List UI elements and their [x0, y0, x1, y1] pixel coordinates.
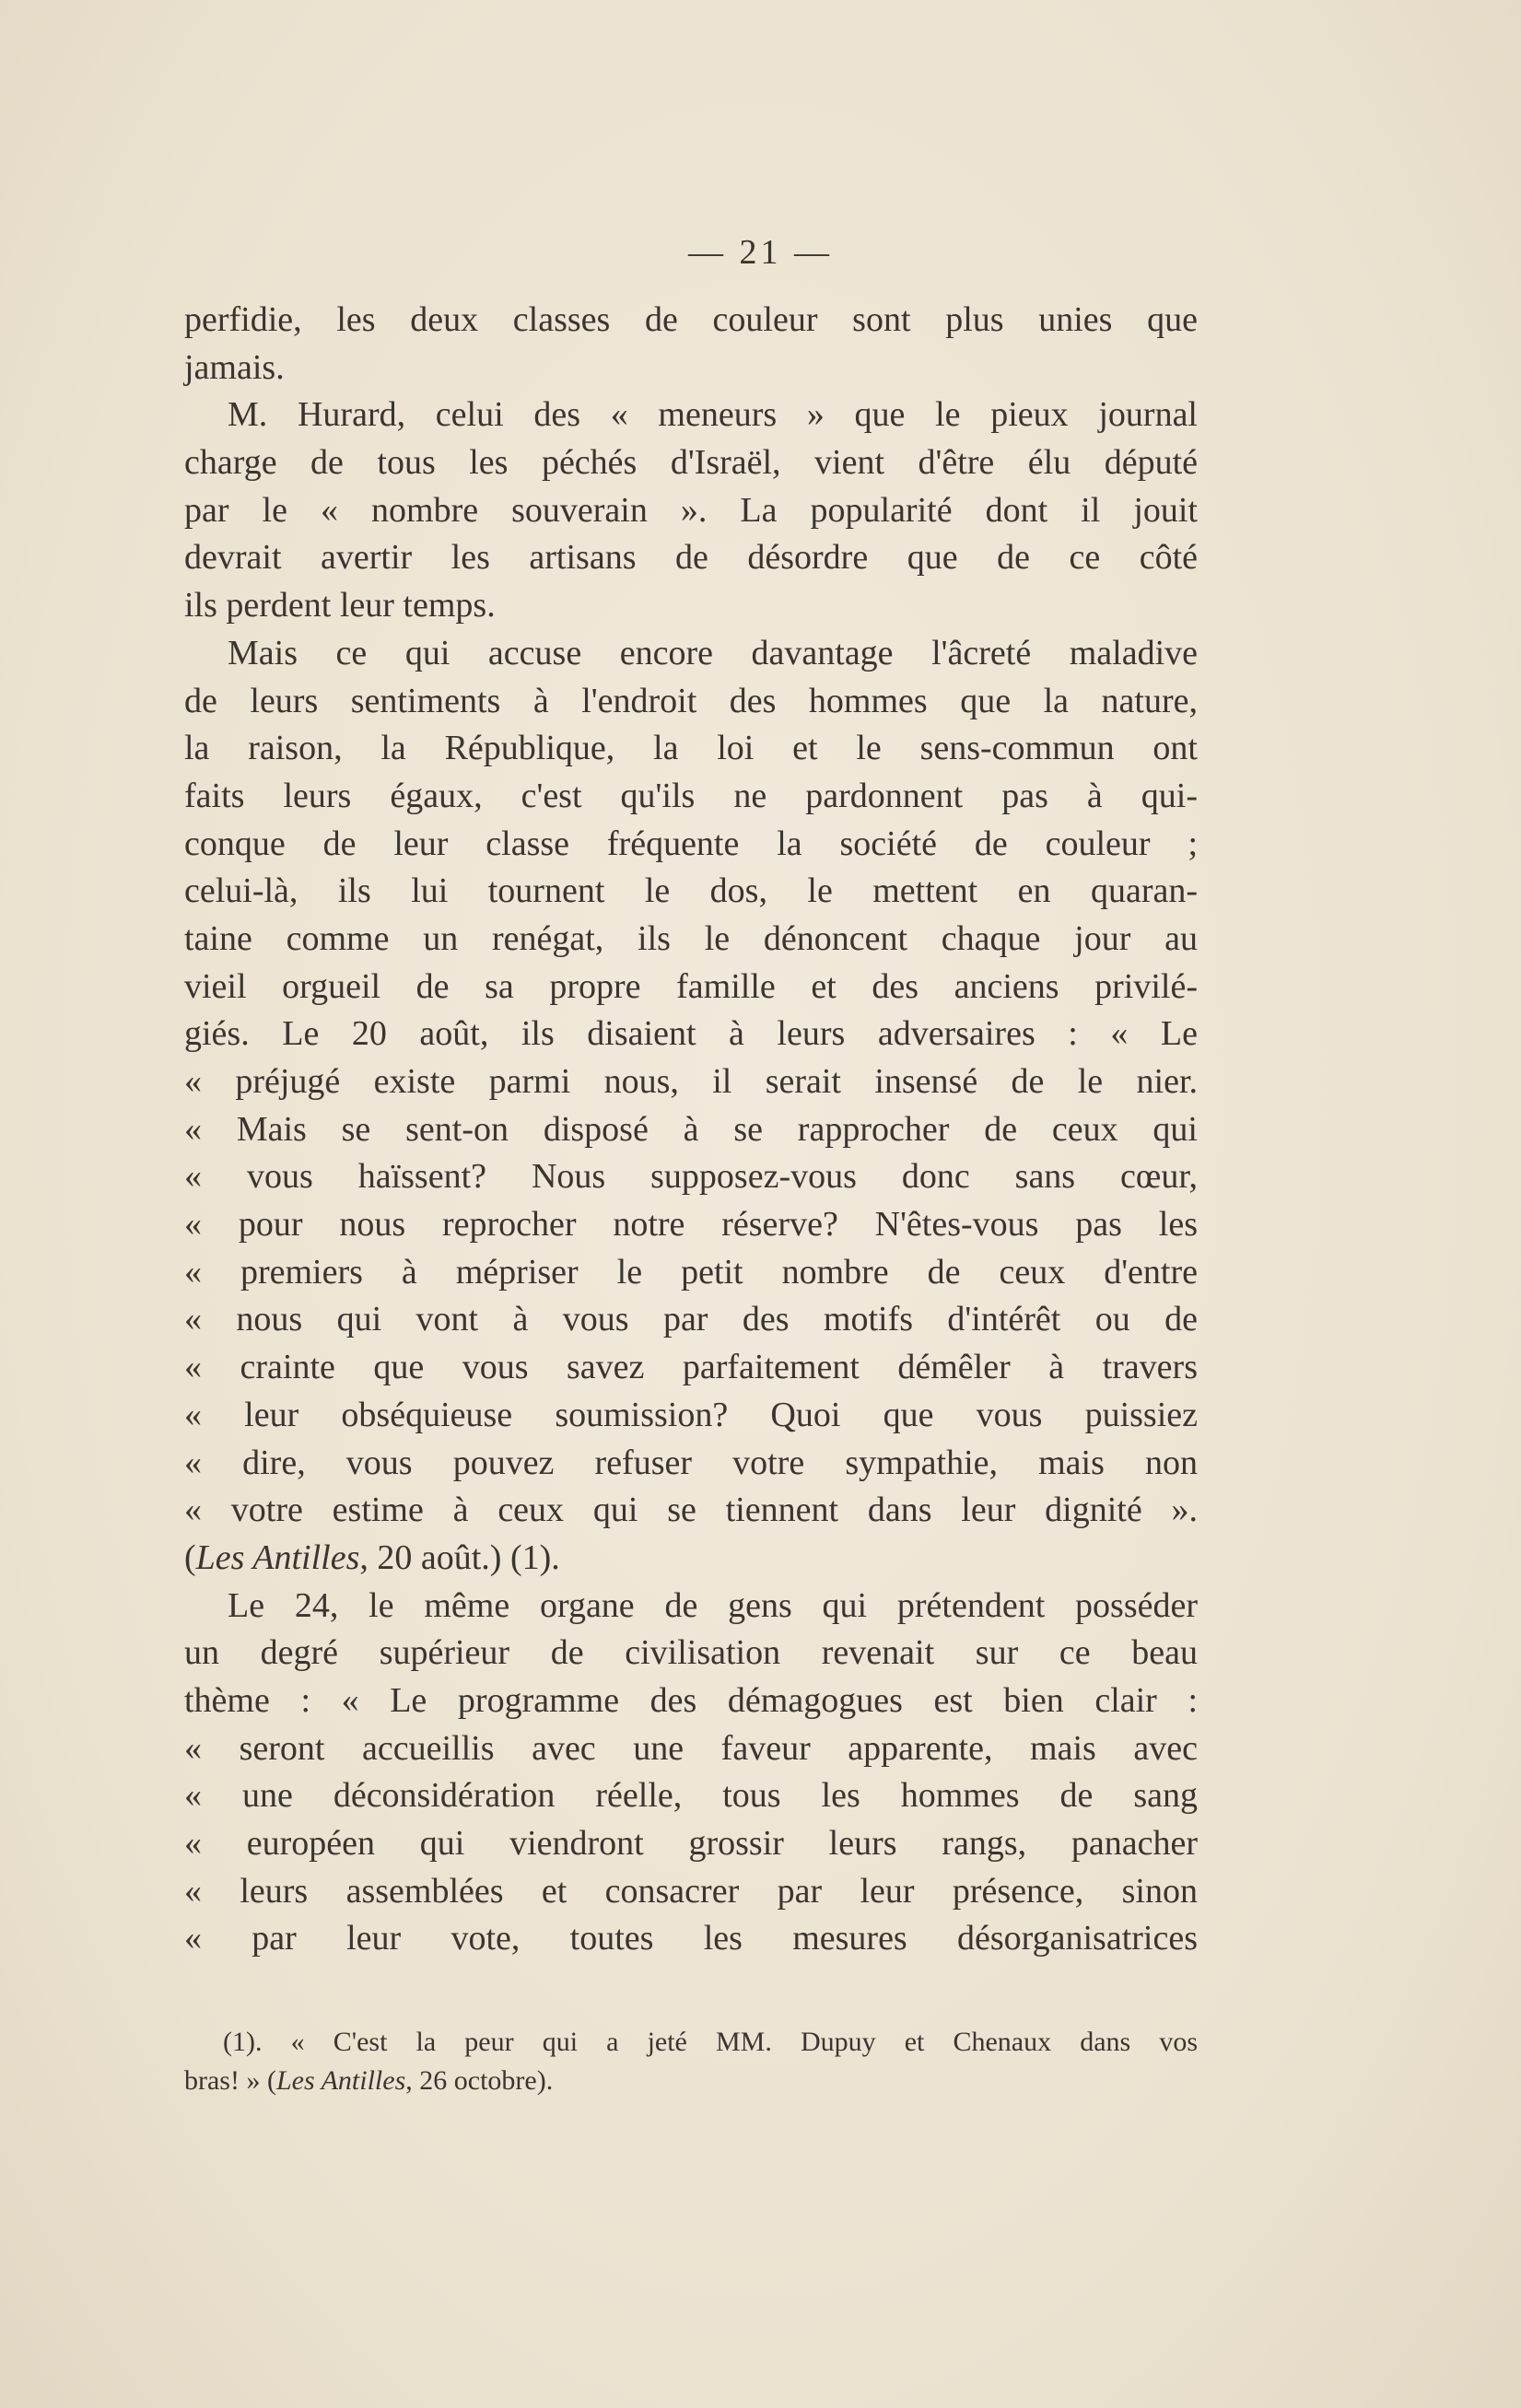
page-number: — 21 —	[688, 233, 833, 272]
text-line: vieil orgueil de sa propre famille et des anciens privilé-	[184, 966, 1198, 1006]
text-line: « votre estime à ceux qui se tiennent dans leur dignité ».	[184, 1490, 1198, 1530]
text-line: de leurs sentiments à l'endroit des hommes que la nature,	[184, 681, 1198, 720]
text-line: « Mais se sent-on disposé à se rapprocher de ceux qui	[184, 1109, 1198, 1149]
text-line: par le « nombre souverain ». La popularité dont il jouit	[184, 490, 1198, 530]
text-line: (Les Antilles, 20 août.) (1).	[184, 1537, 560, 1577]
text-line: « dire, vous pouvez refuser votre sympathie, mais non	[184, 1443, 1198, 1482]
text-line: Mais ce qui accuse encore davantage l'âcreté maladive	[228, 633, 1198, 672]
text-line: conque de leur classe fréquente la société de couleur ;	[184, 824, 1198, 863]
footnotes	[184, 2023, 1198, 2100]
text-line: « leurs assemblées et consacrer par leur présence, sinon	[184, 1871, 1198, 1911]
text-line: ils perdent leur temps.	[184, 586, 496, 625]
text-line: « leur obséquieuse soumission? Quoi que vous puissiez	[184, 1395, 1198, 1434]
text-line: « vous haïssent? Nous supposez-vous donc sans cœur,	[184, 1157, 1198, 1197]
text-line: un degré supérieur de civilisation revenait sur ce beau	[184, 1633, 1198, 1673]
text-line: Le 24, le même organe de gens qui prétendent posséder	[228, 1585, 1198, 1625]
text-line: « par leur vote, toutes les mesures désorganisatrices	[184, 1919, 1198, 1958]
text-line: faits leurs égaux, c'est qu'ils ne pardonnent pas à qui-	[184, 776, 1198, 815]
italic-title: Les Antilles	[195, 1537, 360, 1577]
text-line: « crainte que vous savez parfaitement démêler à travers	[184, 1348, 1198, 1387]
text-line: celui-là, ils lui tournent le dos, le mettent en quaran-	[184, 871, 1198, 911]
text-line: « une déconsidération réelle, tous les hommes de sang	[184, 1776, 1198, 1816]
text-line: « seront accueillis avec une faveur apparente, mais avec	[184, 1728, 1198, 1768]
text-line: la raison, la République, la loi et le sens-commun ont	[184, 729, 1198, 768]
text-line: devrait avertir les artisans de désordre que de ce côté	[184, 538, 1198, 578]
footnote-line: (1). « C'est la peur qui a jeté MM. Dupuy et Chenaux dans vos	[223, 2027, 1198, 2057]
text-line: « pour nous reprocher notre réserve? N'êtes-vous pas les	[184, 1205, 1198, 1245]
footnote-line: bras! » (Les Antilles, 26 octobre).	[184, 2065, 554, 2096]
text-line: charge de tous les péchés d'Israël, vient d'être élu député	[184, 443, 1198, 483]
text-line: « préjugé existe parmi nous, il serait insensé de le nier.	[184, 1062, 1198, 1101]
text-line: « nous qui vont à vous par des motifs d'intérêt ou de	[184, 1300, 1198, 1339]
main-text	[184, 297, 1198, 1963]
italic-title: Les Antilles	[275, 2065, 406, 2096]
text-line: « premiers à mépriser le petit nombre de ceux d'entre	[184, 1252, 1198, 1292]
text-line: giés. Le 20 août, ils disaient à leurs adversaires : « Le	[184, 1014, 1198, 1054]
text-line: taine comme un renégat, ils le dénoncent chaque jour au	[184, 918, 1198, 958]
text-line: « européen qui viendront grossir leurs rangs, panacher	[184, 1824, 1198, 1863]
text-line: thème : « Le programme des démagogues est bien clair :	[184, 1680, 1198, 1720]
text-line: M. Hurard, celui des « meneurs » que le pieux journal	[228, 395, 1198, 435]
text-line: perfidie, les deux classes de couleur sont plus unies que	[184, 300, 1198, 339]
text-line: jamais.	[184, 347, 285, 387]
